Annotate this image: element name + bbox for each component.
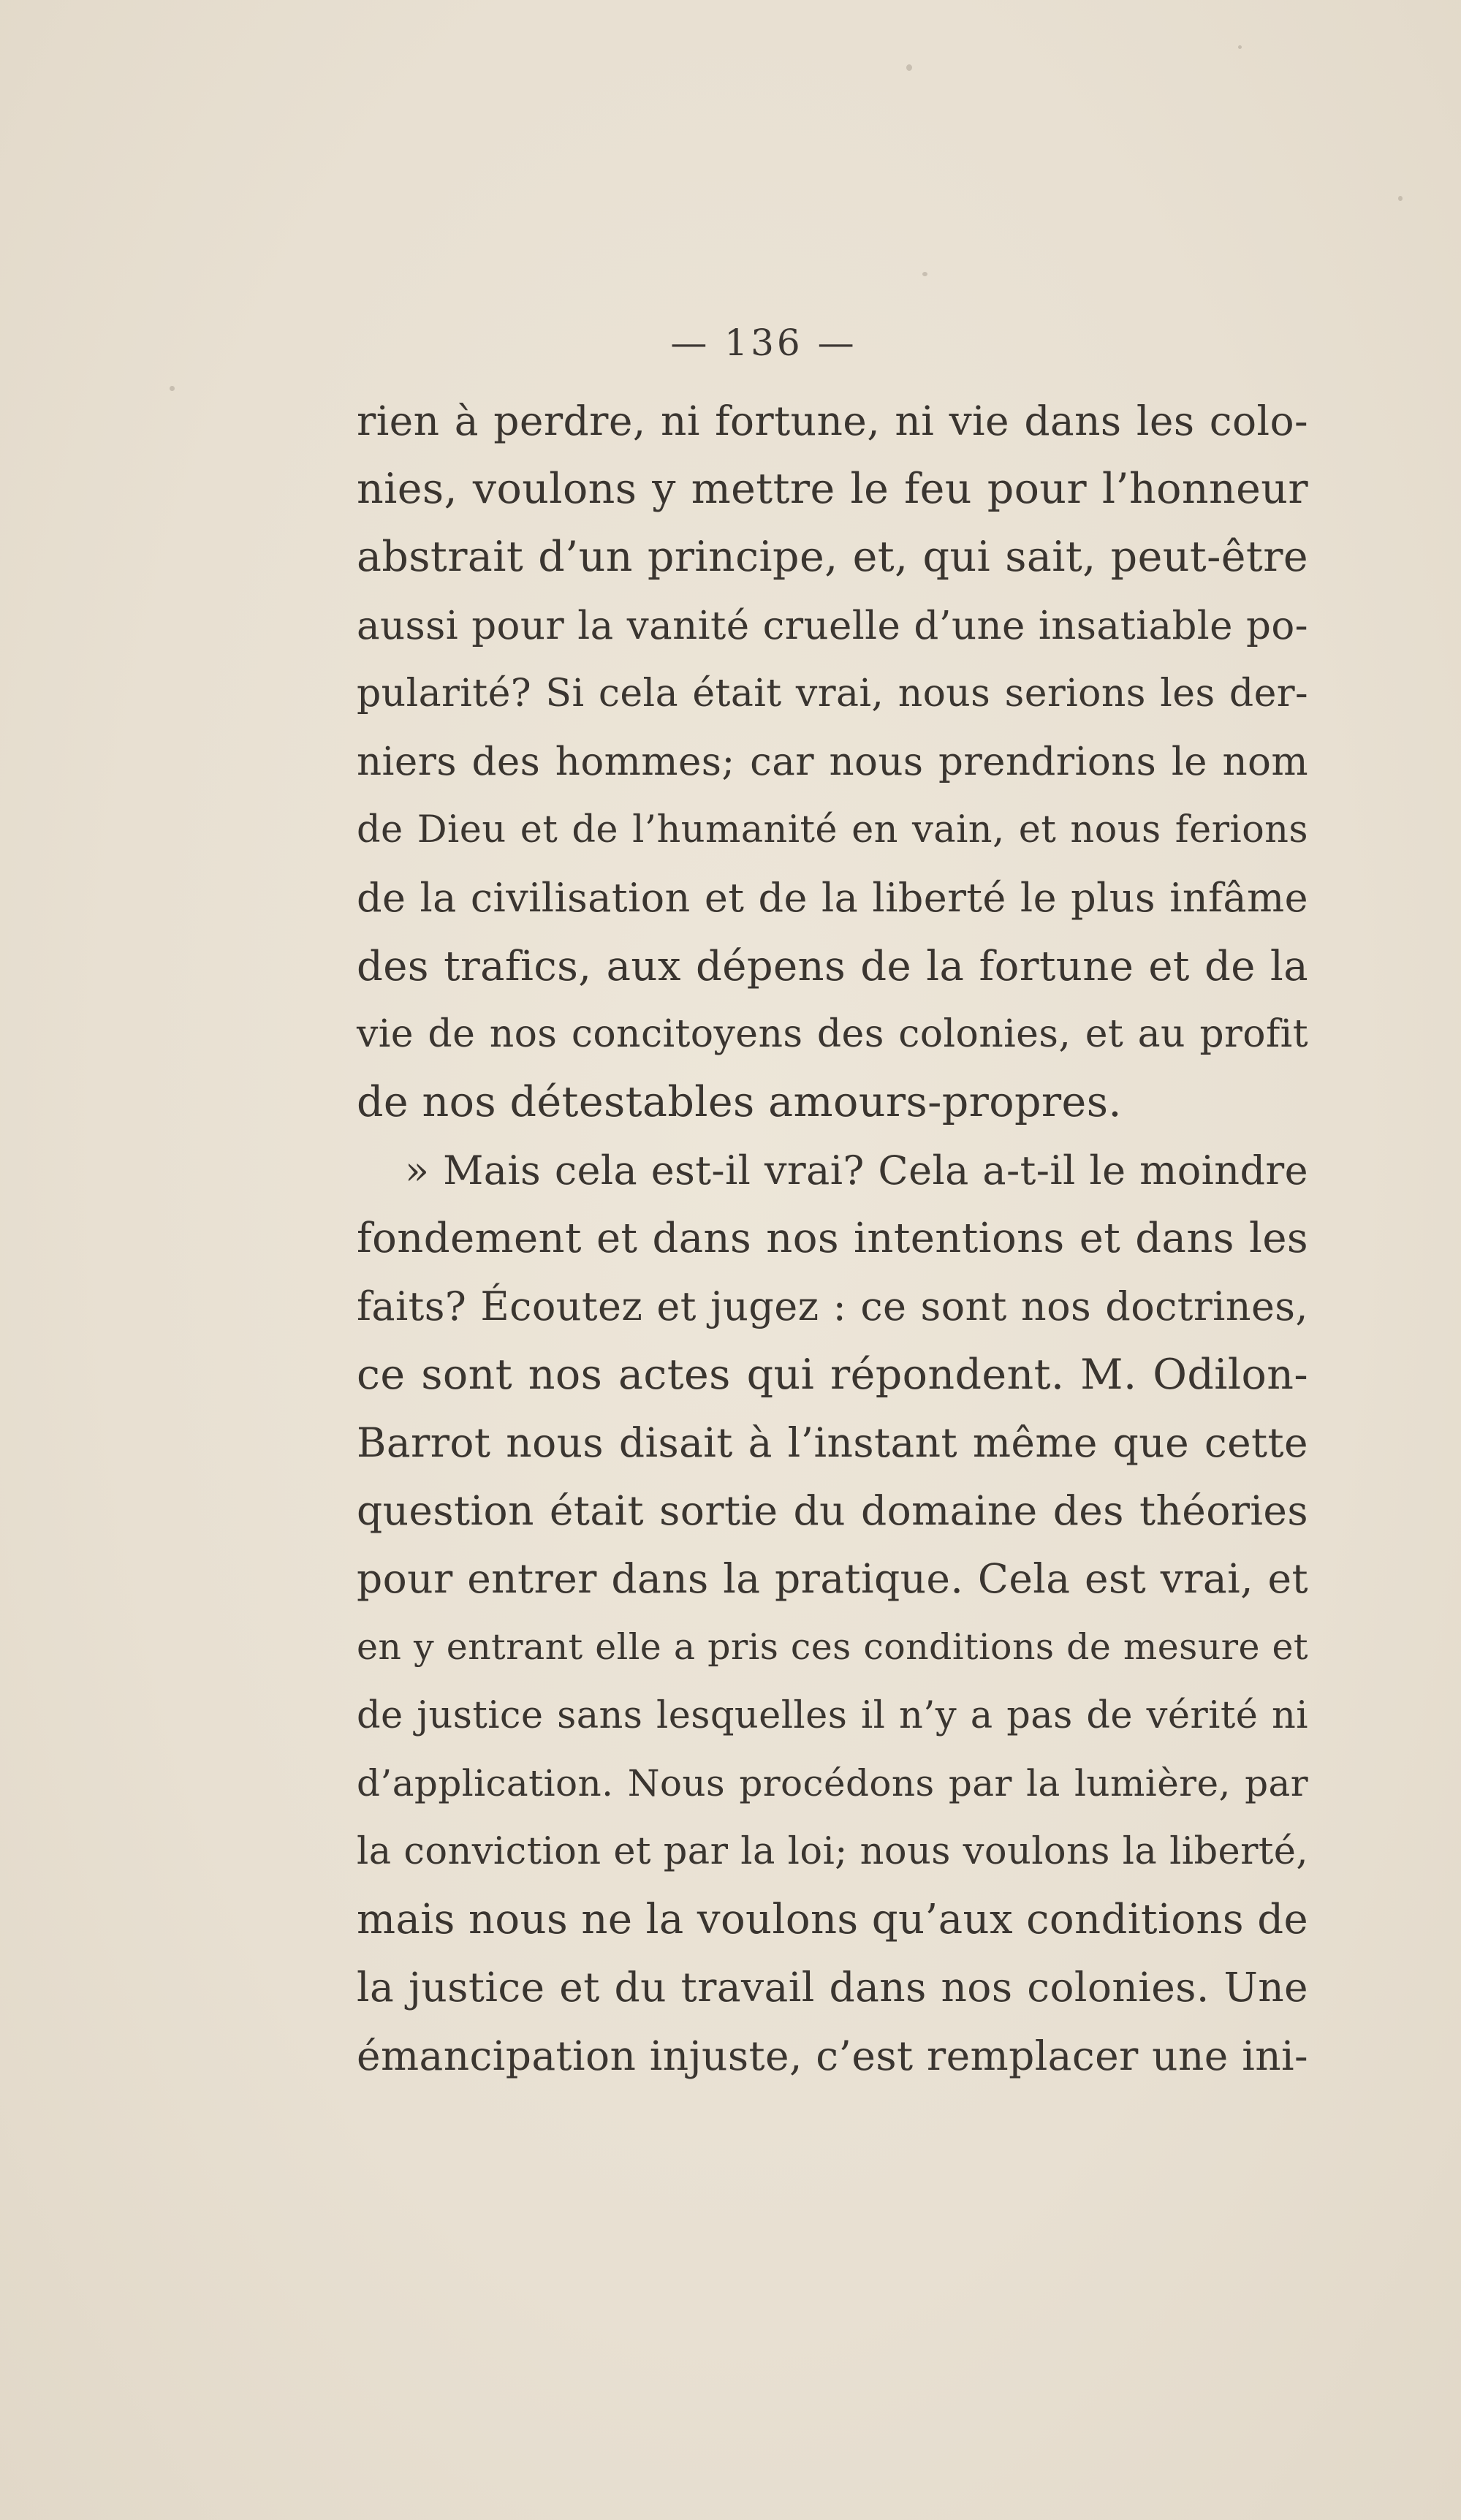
text-line: d’application. Nous procédons par la lumière, par [357,1761,1308,1804]
text-line: mais nous ne la voulons qu’aux conditions de [357,1896,1308,1944]
text-line: vie de nos concitoyens des colonies, et au profit [357,1012,1308,1056]
text-line: de Dieu et de l’humanité en vain, et nous ferions [357,808,1308,852]
text-line: ce sont nos actes qui répondent. M. Odilon- [357,1350,1308,1399]
text-line: rien à perdre, ni fortune, ni vie dans les colo- [357,398,1308,444]
text-line: question était sortie du domaine des théories [357,1487,1308,1534]
text-line: pularité? Si cela était vrai, nous serions les der- [357,671,1308,716]
paragraph-end-line: de nos détestables amours-propres. [357,1077,1122,1126]
text-line: aussi pour la vanité cruelle d’une insatiable po- [357,603,1308,648]
text-line: de la civilisation et de la liberté le plus infâme [357,875,1308,922]
text-line: Barrot nous disait à l’instant même que cette [357,1419,1308,1466]
text-line: des trafics, aux dépens de la fortune et de la [357,942,1308,990]
text-line: niers des hommes; car nous prendrions le nom [357,739,1308,784]
text-line: abstrait d’un principe, et, qui sait, peut-être [357,533,1308,582]
body-text [357,387,1308,2090]
text-line: de justice sans lesquelles il n’y a pas de vérité ni [357,1693,1308,1737]
text-line: en y entrant elle a pris ces conditions de mesure et [357,1626,1308,1669]
text-line: la justice et du travail dans nos colonies. Une [357,1964,1308,2011]
text-line: émancipation injuste, c’est remplacer une ini- [357,2032,1308,2079]
paper-speck [170,386,175,391]
paper-speck [1238,45,1242,49]
page-number: — 136 — [670,322,857,364]
text-line: la conviction et par la loi; nous voulons la liberté, [357,1829,1308,1873]
paper-speck [906,64,912,71]
paper-speck [922,272,927,276]
text-line: pour entrer dans la pratique. Cela est vrai, et [357,1555,1308,1603]
text-line: fondement et dans nos intentions et dans les [357,1215,1308,1263]
paper-speck [1398,196,1403,201]
paragraph-start-line: » Mais cela est-il vrai? Cela a-t-il le moindre [405,1147,1308,1194]
text-line: faits? Écoutez et jugez : ce sont nos doctrines, [357,1283,1308,1330]
text-line: nies, voulons y mettre le feu pour l’honneur [357,465,1308,514]
